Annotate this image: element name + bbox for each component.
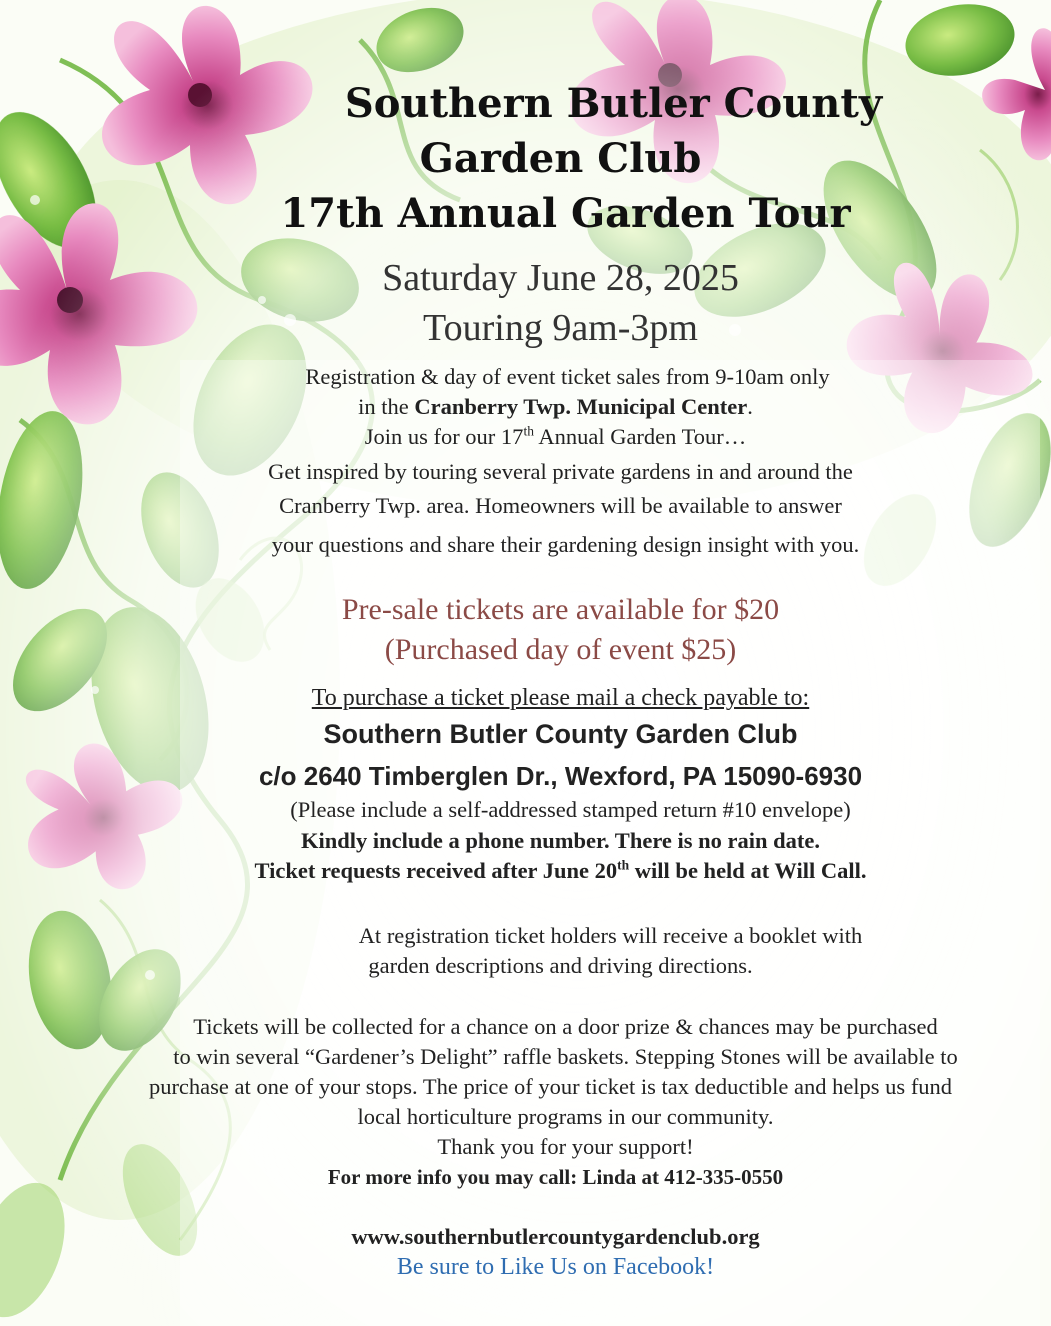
envelope-note: (Please include a self-addressed stamped return #10 envelope) [290,797,851,822]
booklet-line-1: At registration ticket holders will receive a booklet with [358,923,863,948]
venue-name: Cranberry Twp. Municipal Center [414,394,748,419]
intro-line-1: Get inspired by touring several private gardens in and around the [268,459,853,484]
raffle-line-2: to win several “Gardener’s Delight” raffle baskets. Stepping Stones will be available to [173,1044,958,1069]
day-of-price: (Purchased day of event $25) [384,633,737,666]
deadline-ordinal: th [617,857,630,873]
intro-line-3: your questions and share their gardening design insight with you. [271,532,860,557]
mailing-address: c/o 2640 Timberglen Dr., Wexford, PA 15090-6930 [258,761,863,791]
mail-heading: To purchase a ticket please mail a check payable to: [311,685,810,711]
phone-note: Kindly include a phone number. There is no rain date. [300,828,821,853]
deadline-note [35,856,1051,886]
join-ordinal: th [523,423,534,439]
event-date: Saturday June 28, 2025 [382,257,739,299]
registration-line-1: Registration & day of event ticket sales from 9-10am only [305,364,830,389]
tour-hours: Touring 9am-3pm [423,307,698,349]
intro-line-2: Cranberry Twp. area. Homeowners will be available to answer [279,493,842,518]
deadline-suffix: will be held at Will Call. [629,858,867,883]
booklet-line-2: garden descriptions and driving directions. [368,953,753,978]
title-line-2: Garden Club [419,135,702,182]
facebook-link[interactable]: Be sure to Like Us on Facebook! [396,1254,715,1280]
raffle-line-1: Tickets will be collected for a chance on a door prize & chances may be purchased [193,1014,938,1039]
registration-suffix: . [747,394,753,419]
title-line-1: Southern Butler County [344,80,883,127]
deadline-prefix: Ticket requests received after June 20 [254,858,618,883]
website-link[interactable]: www.southernbutlercountygardenclub.org [351,1224,760,1249]
registration-prefix: in the [358,394,415,419]
presale-price: Pre-sale tickets are available for $20 [341,593,780,626]
payee-name: Southern Butler County Garden Club [323,719,798,749]
registration-line-3 [30,422,1051,452]
raffle-line-3: purchase at one of your stops. The price of your ticket is tax deductible and helps us fund [148,1074,953,1099]
raffle-line-4: local horticulture programs in our community. [357,1104,774,1129]
contact-info: For more info you may call: Linda at 412-335-0550 [327,1165,784,1189]
title-line-3: 17th Annual Garden Tour [280,190,851,237]
join-suffix: Annual Garden Tour… [533,424,747,449]
thank-you: Thank you for your support! [437,1134,694,1159]
registration-line-2 [30,392,1051,422]
join-prefix: Join us for our 17 [364,424,524,449]
